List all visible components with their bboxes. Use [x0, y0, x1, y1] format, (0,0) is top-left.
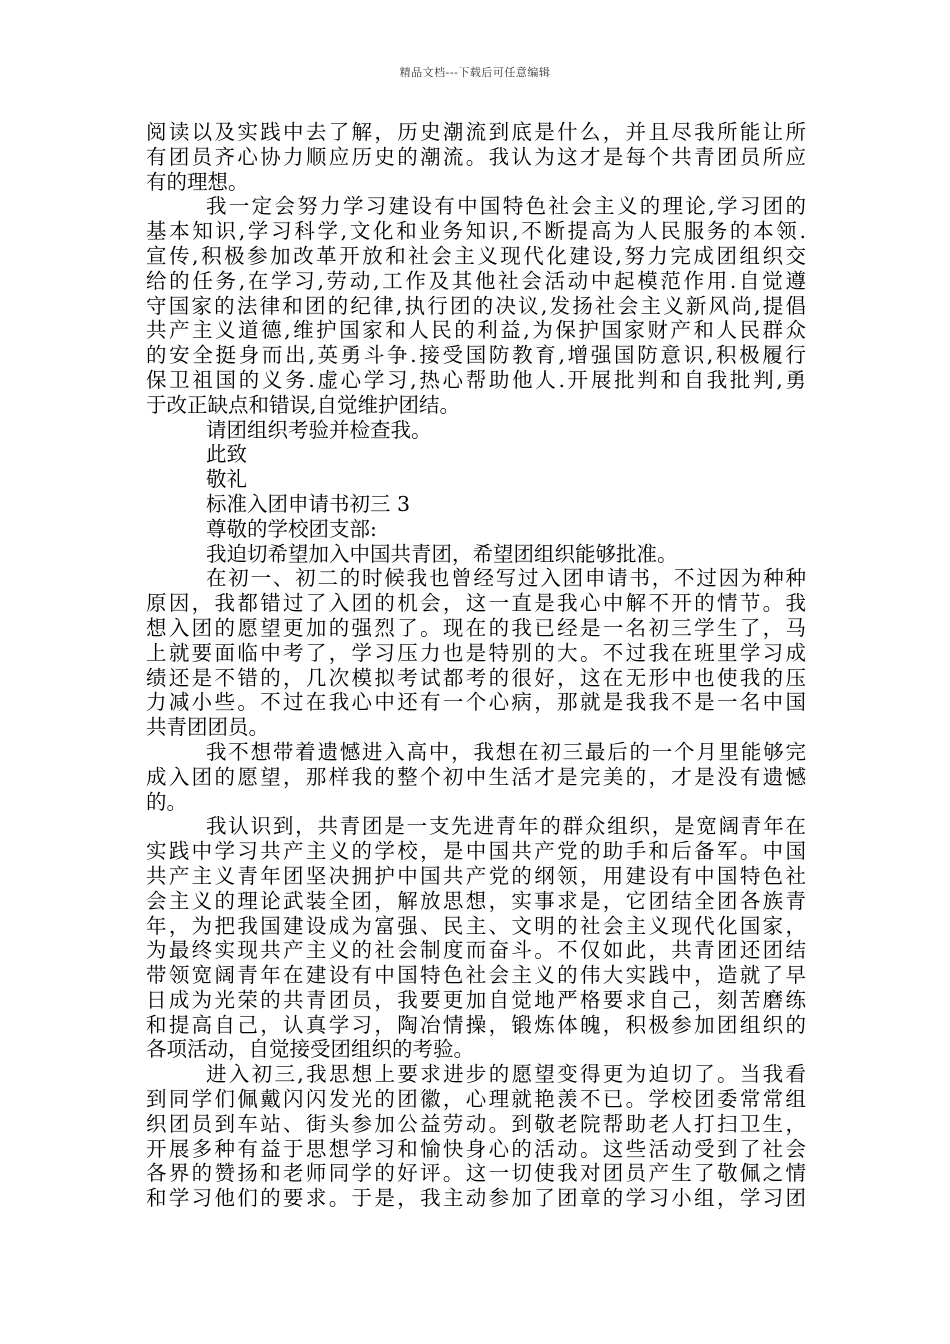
text-line: 阅读以及实践中去了解，历史潮流到底是什么，并且尽我所能让所 — [146, 120, 806, 144]
text-line: 我认识到，共青团是一支先进青年的群众组织，是宽阔青年在 — [206, 814, 806, 839]
text-line: 我不想带着遗憾进入高中，我想在初三最后的一个月里能够完 — [206, 739, 806, 764]
text-line: 会主义的理论武装全团，解放思想，实事求是，它团结全团各族青 — [146, 888, 806, 913]
text-line: 敬礼 — [206, 467, 247, 492]
text-line: 有的理想。 — [146, 169, 249, 194]
text-line: 保卫祖国的义务.虚心学习,热心帮助他人.开展批判和自我批判,勇 — [146, 367, 806, 392]
page-header: 精品文档---下载后可任意编辑 — [399, 66, 551, 79]
text-line: 力减小些。不过在我心中还有一个心病，那就是我我不是一名中国 — [146, 690, 806, 715]
text-line: 守国家的法律和团的纪律,执行团的决议,发扬社会主义新风尚,提倡 — [146, 293, 806, 318]
text-line: 和提高自己，认真学习，陶冶情操，锻炼体魄，积极参加团组织的 — [146, 1012, 806, 1037]
text-line: 的。 — [146, 789, 187, 814]
text-line: 于改正缺点和错误,自觉维护团结。 — [146, 392, 461, 417]
text-line: 实践中学习共产主义的学校，是中国共产党的助手和后备军。中国 — [146, 839, 806, 864]
text-line: 和学习他们的要求。于是，我主动参加了团章的学习小组，学习团 — [146, 1186, 806, 1211]
text-line: 我迫切希望加入中国共青团，希望团组织能够批准。 — [206, 541, 678, 566]
text-line: 开展多种有益于思想学习和愉快身心的活动。这些活动受到了社会 — [146, 1136, 806, 1161]
text-line: 宣传,积极参加改革开放和社会主义现代化建设,努力完成团组织交 — [146, 243, 806, 268]
text-line: 此致 — [206, 442, 247, 467]
text-line: 为最终实现共产主义的社会制度而奋斗。不仅如此，共青团还团结 — [146, 938, 806, 963]
text-line: 请团组织考验并检查我。 — [206, 417, 432, 442]
text-line: 共产主义道德,维护国家和人民的利益,为保护国家财产和人民群众 — [146, 318, 806, 343]
text-line: 各界的赞扬和老师同学的好评。这一切使我对团员产生了敬佩之情 — [146, 1161, 806, 1186]
text-line: 的安全挺身而出,英勇斗争.接受国防教育,增强国防意识,积极履行 — [146, 343, 806, 368]
text-line: 原因，我都错过了入团的机会，这一直是我心中解不开的情节。我 — [146, 591, 806, 616]
text-line: 成入团的愿望，那样我的整个初中生活才是完美的，才是没有遗憾 — [146, 764, 806, 789]
text-line: 各项活动，自觉接受团组织的考验。 — [146, 1037, 474, 1062]
text-line: 日成为光荣的共青团员，我要更加自觉地严格要求自己，刻苦磨练 — [146, 987, 806, 1012]
text-line: 基本知识,学习科学,文化和业务知识,不断提高为人民服务的本领. — [146, 219, 806, 244]
text-line: 我一定会努力学习建设有中国特色社会主义的理论,学习团的 — [206, 194, 806, 219]
text-line: 在初一、初二的时候我也曾经写过入团申请书，不过因为种种 — [206, 566, 806, 591]
text-line: 有团员齐心协力顺应历史的潮流。我认为这才是每个共青团员所应 — [146, 144, 806, 169]
text-line: 年，为把我国建设成为富强、民主、文明的社会主义现代化国家， — [146, 913, 806, 938]
text-line: 织团员到车站、街头参加公益劳动。到敬老院帮助老人打扫卫生， — [146, 1111, 806, 1136]
text-line: 共产主义青年团坚决拥护中国共产党的纲领，用建设有中国特色社 — [146, 863, 806, 888]
text-line: 尊敬的学校团支部: — [206, 516, 377, 541]
text-line: 共青团团员。 — [146, 715, 269, 740]
text-line: 给的任务,在学习,劳动,工作及其他社会活动中起模范作用.自觉遵 — [146, 268, 806, 293]
text-line: 带领宽阔青年在建设有中国特色社会主义的伟大实践中，造就了早 — [146, 963, 806, 988]
text-line: 到同学们佩戴闪闪发光的团徽，心理就艳羡不已。学校团委常常组 — [146, 1087, 806, 1112]
text-line: 进入初三,我思想上要求进步的愿望变得更为迫切了。当我看 — [206, 1062, 806, 1087]
document-body — [146, 120, 806, 1211]
text-line: 上就要面临中考了，学习压力也是特别的大。不过我在班里学习成 — [146, 640, 806, 665]
text-line: 标准入团申请书初三 3 — [206, 491, 411, 516]
text-line: 绩还是不错的，几次模拟考试都考的很好，这在无形中也使我的压 — [146, 665, 806, 690]
text-line: 想入团的愿望更加的强烈了。现在的我已经是一名初三学生了，马 — [146, 615, 806, 640]
